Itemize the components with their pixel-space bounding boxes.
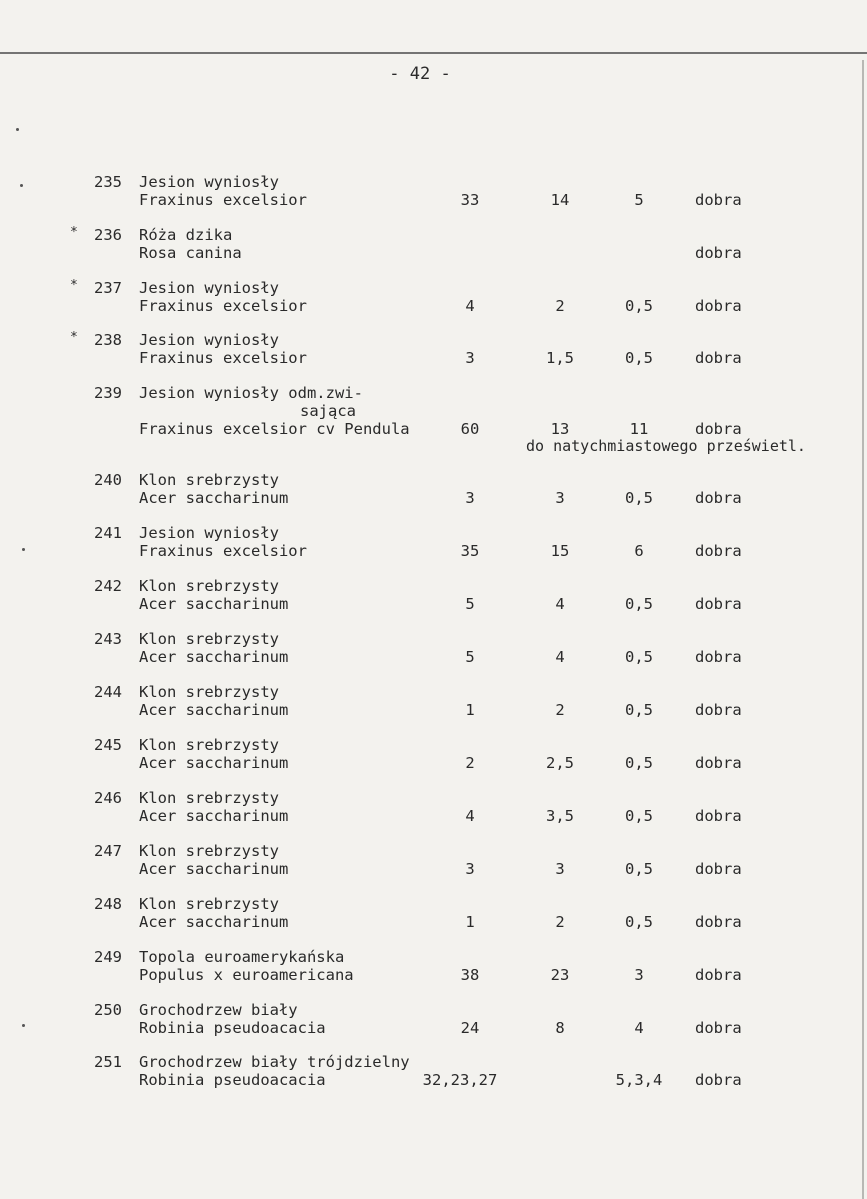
polish-name: Klon srebrzysty bbox=[139, 471, 279, 489]
polish-name: Klon srebrzysty bbox=[139, 895, 279, 913]
condition: dobra bbox=[695, 913, 742, 931]
polish-name: Jesion wyniosły bbox=[139, 524, 279, 542]
latin-name: Rosa canina bbox=[139, 244, 242, 262]
row-number: 243 bbox=[94, 630, 122, 648]
value-col-3: 4 bbox=[634, 1019, 644, 1037]
polish-name: Jesion wyniosły bbox=[139, 279, 279, 297]
value-col-3: 0,5 bbox=[625, 648, 653, 666]
latin-name: Acer saccharinum bbox=[139, 595, 289, 613]
row-number: 244 bbox=[94, 683, 122, 701]
value-col-1: 2 bbox=[465, 754, 475, 772]
row-mark: * bbox=[70, 225, 78, 240]
value-col-1: 3 bbox=[465, 489, 475, 507]
value-col-1: 3 bbox=[465, 860, 475, 878]
row-number: 242 bbox=[94, 577, 122, 595]
row-number: 245 bbox=[94, 736, 122, 754]
row-number: 250 bbox=[94, 1001, 122, 1019]
value-col-3: 6 bbox=[634, 542, 644, 560]
polish-name: Róża dzika bbox=[139, 226, 233, 244]
latin-name: Acer saccharinum bbox=[139, 860, 289, 878]
latin-name: Robinia pseudoacacia bbox=[139, 1071, 326, 1089]
latin-name: Acer saccharinum bbox=[139, 754, 289, 772]
value-col-1: 4 bbox=[465, 807, 475, 825]
value-col-2: 4 bbox=[555, 595, 565, 613]
value-col-1: 35 bbox=[460, 542, 480, 560]
row-number: 240 bbox=[94, 471, 122, 489]
value-col-1: 32,23,27 bbox=[422, 1071, 498, 1089]
condition: dobra bbox=[695, 542, 742, 560]
polish-name: Klon srebrzysty bbox=[139, 789, 279, 807]
polish-name: Grochodrzew biały bbox=[139, 1001, 298, 1019]
condition: dobra bbox=[695, 420, 742, 438]
value-col-2: 14 bbox=[550, 191, 570, 209]
condition: dobra bbox=[695, 648, 742, 666]
value-col-1: 3 bbox=[465, 349, 475, 367]
value-col-2: 2 bbox=[555, 297, 565, 315]
latin-name: Acer saccharinum bbox=[139, 913, 289, 931]
value-col-3: 0,5 bbox=[625, 349, 653, 367]
latin-name: Fraxinus excelsior cv Pendula bbox=[139, 420, 410, 438]
value-col-3: 5 bbox=[634, 191, 644, 209]
polish-name: Klon srebrzysty bbox=[139, 630, 279, 648]
value-col-3: 0,5 bbox=[625, 701, 653, 719]
margin-speck bbox=[16, 128, 19, 131]
value-col-2: 23 bbox=[550, 966, 570, 984]
polish-name: Jesion wyniosły odm.zwi- bbox=[139, 384, 363, 402]
value-col-2: 1,5 bbox=[546, 349, 574, 367]
row-number: 237 bbox=[94, 279, 122, 297]
latin-name: Acer saccharinum bbox=[139, 701, 289, 719]
row-number: 239 bbox=[94, 384, 122, 402]
row-number: 235 bbox=[94, 173, 122, 191]
value-col-3: 0,5 bbox=[625, 489, 653, 507]
row-number: 251 bbox=[94, 1053, 122, 1071]
margin-speck bbox=[20, 184, 23, 187]
value-col-2: 8 bbox=[555, 1019, 565, 1037]
latin-name: Populus x euroamericana bbox=[139, 966, 354, 984]
condition: dobra bbox=[695, 701, 742, 719]
value-col-3: 11 bbox=[629, 420, 649, 438]
value-col-3: 5,3,4 bbox=[615, 1071, 663, 1089]
latin-name: Fraxinus excelsior bbox=[139, 542, 307, 560]
polish-name-continuation: sająca bbox=[300, 402, 356, 420]
value-col-3: 0,5 bbox=[625, 913, 653, 931]
row-number: 238 bbox=[94, 331, 122, 349]
polish-name: Klon srebrzysty bbox=[139, 842, 279, 860]
row-number: 236 bbox=[94, 226, 122, 244]
latin-name: Acer saccharinum bbox=[139, 489, 289, 507]
value-col-1: 1 bbox=[465, 913, 475, 931]
value-col-2: 13 bbox=[550, 420, 570, 438]
condition: dobra bbox=[695, 595, 742, 613]
value-col-2: 3 bbox=[555, 489, 565, 507]
condition: dobra bbox=[695, 966, 742, 984]
top-rule bbox=[0, 52, 867, 54]
value-col-1: 4 bbox=[465, 297, 475, 315]
polish-name: Jesion wyniosły bbox=[139, 331, 279, 349]
margin-speck bbox=[22, 1024, 25, 1027]
row-mark: * bbox=[70, 330, 78, 345]
condition: dobra bbox=[695, 349, 742, 367]
row-number: 247 bbox=[94, 842, 122, 860]
value-col-1: 60 bbox=[460, 420, 480, 438]
value-col-1: 33 bbox=[460, 191, 480, 209]
value-col-2: 3,5 bbox=[546, 807, 574, 825]
value-col-2: 2,5 bbox=[546, 754, 574, 772]
value-col-2: 15 bbox=[550, 542, 570, 560]
value-col-1: 24 bbox=[460, 1019, 480, 1037]
row-number: 241 bbox=[94, 524, 122, 542]
value-col-3: 0,5 bbox=[625, 754, 653, 772]
row-number: 249 bbox=[94, 948, 122, 966]
polish-name: Klon srebrzysty bbox=[139, 736, 279, 754]
condition: dobra bbox=[695, 297, 742, 315]
row-note: do natychmiastowego prześwietl. bbox=[526, 437, 806, 455]
value-col-1: 5 bbox=[465, 595, 475, 613]
polish-name: Grochodrzew biały trójdzielny bbox=[139, 1053, 410, 1071]
right-edge-rule bbox=[862, 60, 864, 1199]
polish-name: Topola euroamerykańska bbox=[139, 948, 345, 966]
row-number: 246 bbox=[94, 789, 122, 807]
condition: dobra bbox=[695, 489, 742, 507]
value-col-3: 0,5 bbox=[625, 807, 653, 825]
value-col-2: 4 bbox=[555, 648, 565, 666]
condition: dobra bbox=[695, 1019, 742, 1037]
condition: dobra bbox=[695, 1071, 742, 1089]
value-col-1: 1 bbox=[465, 701, 475, 719]
condition: dobra bbox=[695, 860, 742, 878]
condition: dobra bbox=[695, 244, 742, 262]
latin-name: Robinia pseudoacacia bbox=[139, 1019, 326, 1037]
value-col-1: 38 bbox=[460, 966, 480, 984]
latin-name: Fraxinus excelsior bbox=[139, 191, 307, 209]
value-col-3: 0,5 bbox=[625, 860, 653, 878]
row-mark: * bbox=[70, 278, 78, 293]
latin-name: Acer saccharinum bbox=[139, 648, 289, 666]
value-col-2: 2 bbox=[555, 913, 565, 931]
condition: dobra bbox=[695, 754, 742, 772]
value-col-2: 3 bbox=[555, 860, 565, 878]
value-col-3: 0,5 bbox=[625, 595, 653, 613]
margin-speck bbox=[22, 548, 25, 551]
latin-name: Fraxinus excelsior bbox=[139, 349, 307, 367]
condition: dobra bbox=[695, 191, 742, 209]
condition: dobra bbox=[695, 807, 742, 825]
polish-name: Jesion wyniosły bbox=[139, 173, 279, 191]
page-number: - 42 - bbox=[389, 64, 451, 84]
row-number: 248 bbox=[94, 895, 122, 913]
polish-name: Klon srebrzysty bbox=[139, 683, 279, 701]
polish-name: Klon srebrzysty bbox=[139, 577, 279, 595]
value-col-1: 5 bbox=[465, 648, 475, 666]
value-col-2: 2 bbox=[555, 701, 565, 719]
latin-name: Acer saccharinum bbox=[139, 807, 289, 825]
value-col-3: 3 bbox=[634, 966, 644, 984]
latin-name: Fraxinus excelsior bbox=[139, 297, 307, 315]
value-col-3: 0,5 bbox=[625, 297, 653, 315]
